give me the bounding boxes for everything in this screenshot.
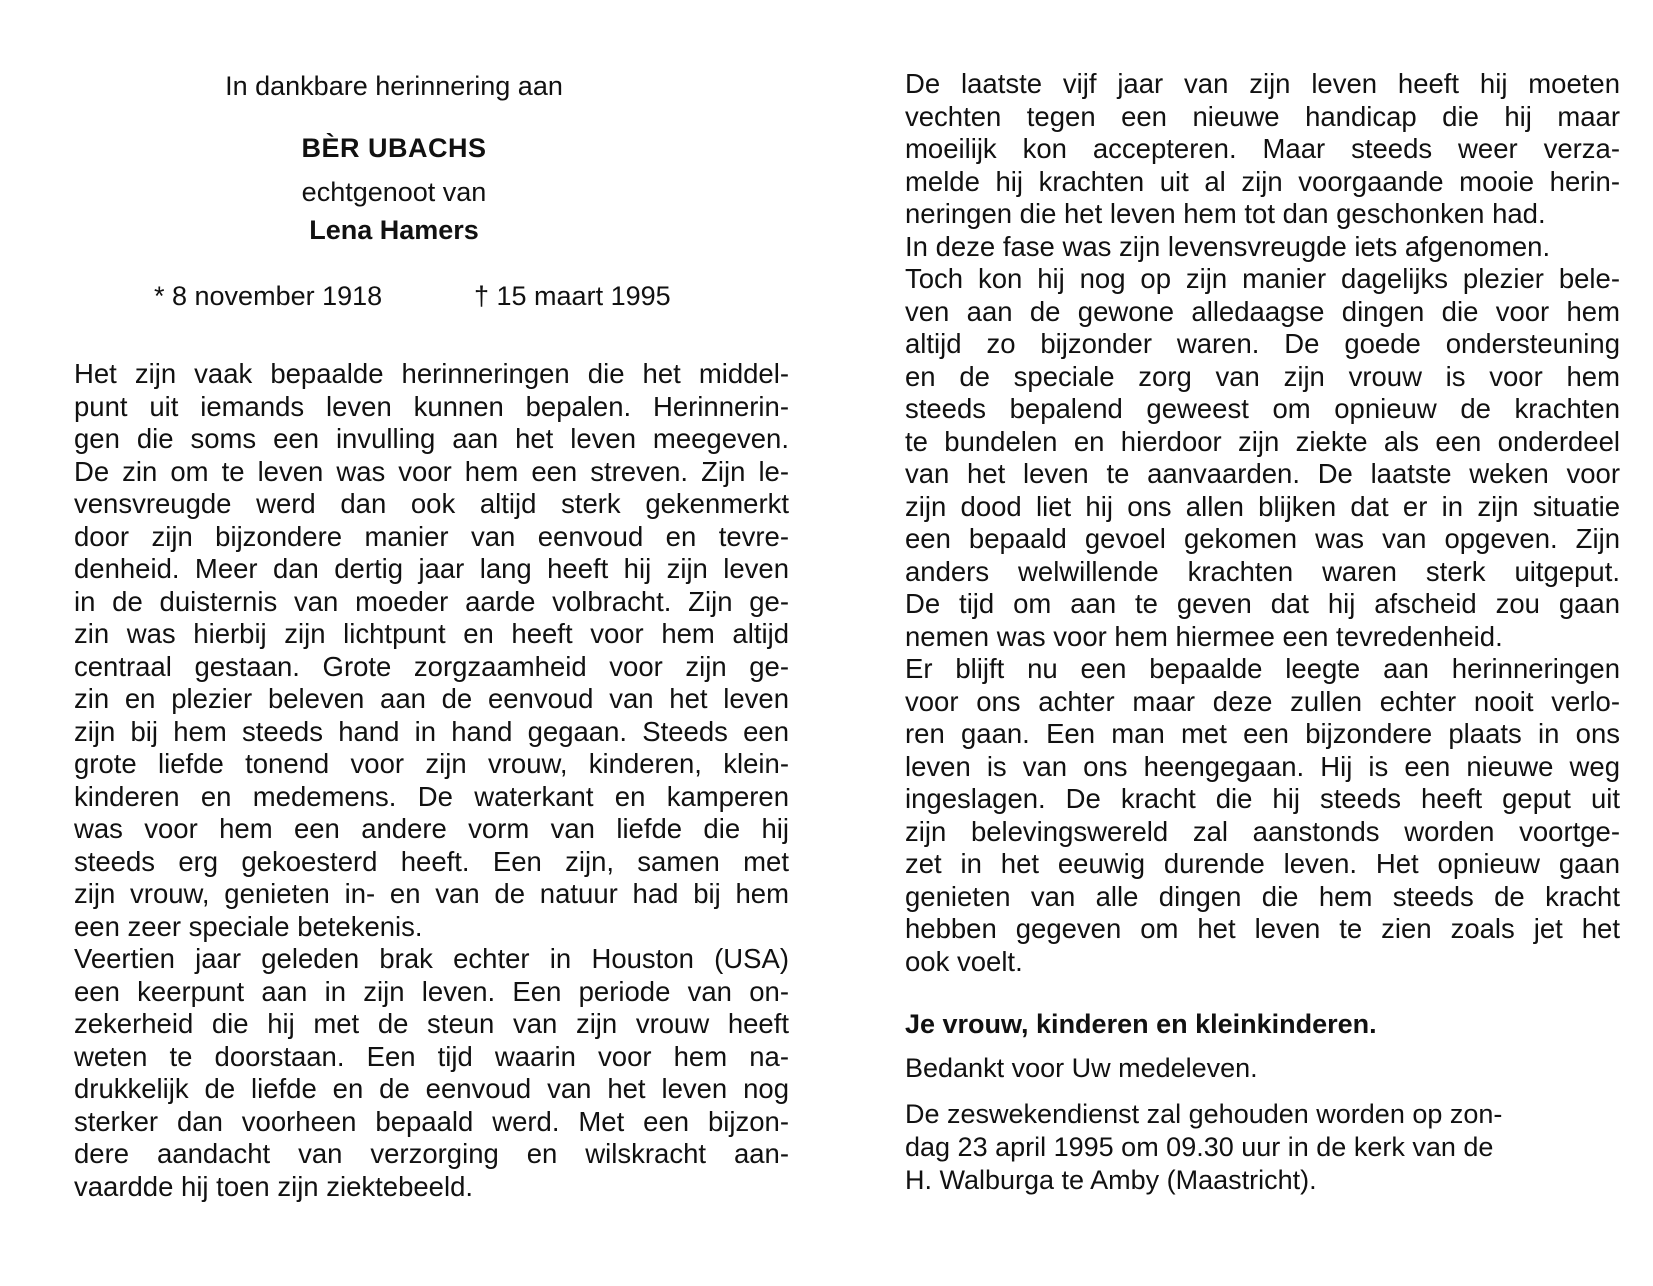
text-line: leven is van ons heengegaan. Hij is een nieuwe weg	[905, 750, 1620, 782]
text-line: De laatste vijf jaar van zijn leven heeft hij moeten	[905, 68, 1620, 99]
birth-date: * 8 november 1918	[154, 281, 383, 311]
text-line: denheid. Meer dan dertig jaar lang heeft hij zijn leven	[74, 553, 789, 584]
text-line: De tijd om aan te geven dat hij afscheid zou gaan	[905, 588, 1620, 619]
right-body-text	[905, 68, 1620, 978]
text-line: gen die soms een invulling aan het leven meegeven.	[74, 423, 789, 454]
text-line: Het zijn vaak bepaalde herinneringen die het middel-	[74, 358, 789, 389]
text-line: altijd zo bijzonder waren. De goede ondersteuning	[905, 328, 1620, 359]
thanks-text: Bedankt voor Uw medeleven.	[905, 1053, 1258, 1083]
text-line: Veertien jaar geleden brak echter in Houston (USA)	[74, 943, 789, 974]
left-body-text	[74, 358, 789, 1203]
text-line: zijn vrouw, genieten in- en van de natuur had bij hem	[74, 878, 789, 909]
text-line: door zijn bijzondere manier van eenvoud en tevre-	[74, 520, 789, 552]
text-line: vechten tegen een nieuwe handicap die hij maar	[905, 100, 1620, 132]
text-line: kinderen en medemens. De waterkant en kamperen	[74, 780, 789, 812]
text-line: ingeslagen. De kracht die hij steeds heeft geput uit	[905, 783, 1620, 814]
text-line: zijn bij hem steeds hand in hand gegaan. Steeds een	[74, 715, 789, 747]
service-announcement	[905, 1098, 1585, 1197]
text-line: een zeer speciale betekenis.	[74, 910, 423, 942]
text-line: Toch kon hij nog op zijn manier dagelijks plezier bele-	[905, 263, 1620, 294]
text-line: en de speciale zorg van zijn vrouw is voor hem	[905, 360, 1620, 392]
text-line: Er blijft nu een bepaalde leegte aan herinneringen	[905, 653, 1620, 684]
text-line: steeds erg gekoesterd heeft. Een zijn, samen met	[74, 845, 789, 877]
text-line: grote liefde tonend voor zijn vrouw, kinderen, klein-	[74, 748, 789, 779]
text-line: in de duisternis van moeder aarde volbracht. Zijn ge-	[74, 585, 789, 617]
text-line: nemen was voor hem hiermee een tevredenheid.	[905, 620, 1503, 652]
deceased-name: BÈR UBACHS	[301, 133, 487, 163]
text-line: genieten van alle dingen die hem steeds de kracht	[905, 880, 1620, 912]
text-line: punt uit iemands leven kunnen bepalen. Herinnerin-	[74, 390, 789, 422]
text-line: was voor hem een andere vorm van liefde die hij	[74, 813, 789, 844]
text-line: dere aandacht van verzorging en wilskracht aan-	[74, 1138, 789, 1169]
family-signature: Je vrouw, kinderen en kleinkinderen.	[905, 1009, 1377, 1039]
text-line: anders welwillende krachten waren sterk uitgeput.	[905, 555, 1620, 587]
service-line: H. Walburga te Amby (Maastricht).	[905, 1165, 1317, 1195]
text-line: ren gaan. Een man met een bijzondere plaats in ons	[905, 718, 1620, 749]
text-line: weten te doorstaan. Een tijd waarin voor hem na-	[74, 1040, 789, 1072]
text-line: voor ons achter maar deze zullen echter nooit verlo-	[905, 685, 1620, 717]
text-line: zin en plezier beleven aan de eenvoud van het leven	[74, 683, 789, 714]
text-line: een keerpunt aan in zijn leven. Een periode van on-	[74, 975, 789, 1007]
service-line: De zeswekendienst zal gehouden worden op zon-	[905, 1099, 1503, 1129]
text-line: een bepaald gevoel gekomen was van opgeven. Zijn	[905, 523, 1620, 554]
text-line: zin was hierbij zijn lichtpunt en heeft voor hem altijd	[74, 618, 789, 649]
text-line: melde hij krachten uit al zijn voorgaande mooie herin-	[905, 165, 1620, 197]
text-line: drukkelijk de liefde en de eenvoud van het leven nog	[74, 1073, 789, 1104]
text-line: vaardde hij toen zijn ziektebeeld.	[74, 1170, 474, 1202]
death-date: † 15 maart 1995	[474, 281, 671, 311]
spouse-name: Lena Hamers	[309, 215, 479, 245]
spouse-label: echtgenoot van	[301, 177, 487, 207]
service-line: dag 23 april 1995 om 09.30 uur in de kerk van de	[905, 1132, 1494, 1162]
text-line: zet in het eeuwig durende leven. Het opnieuw gaan	[905, 848, 1620, 879]
text-line: De zin om te leven was voor hem een streven. Zijn le-	[74, 455, 789, 487]
text-line: zijn dood liet hij ons allen blijken dat er in zijn situatie	[905, 490, 1620, 522]
text-line: sterker dan voorheen bepaald werd. Met een bijzon-	[74, 1105, 789, 1137]
text-line: ven aan de gewone alledaagse dingen die voor hem	[905, 295, 1620, 327]
text-line: In deze fase was zijn levensvreugde iets afgenomen.	[905, 230, 1551, 262]
text-line: vensvreugde werd dan ook altijd sterk gekenmerkt	[74, 488, 789, 519]
text-line: ook voelt.	[905, 945, 1023, 977]
intro-text: In dankbare herinnering aan	[225, 71, 563, 101]
text-line: centraal gestaan. Grote zorgzaamheid voor zijn ge-	[74, 650, 789, 682]
text-line: moeilijk kon accepteren. Maar steeds weer verza-	[905, 133, 1620, 164]
text-line: steeds bepalend geweest om opnieuw de krachten	[905, 393, 1620, 424]
text-line: zekerheid die hij met de steun van zijn vrouw heeft	[74, 1008, 789, 1039]
text-line: van het leven te aanvaarden. De laatste weken voor	[905, 458, 1620, 489]
text-line: neringen die het leven hem tot dan geschonken had.	[905, 198, 1546, 229]
text-line: zijn belevingswereld zal aanstonds worden voortge-	[905, 815, 1620, 847]
text-line: hebben gegeven om het leven te zien zoals jet het	[905, 913, 1620, 944]
text-line: te bundelen en hierdoor zijn ziekte als een onderdeel	[905, 425, 1620, 457]
